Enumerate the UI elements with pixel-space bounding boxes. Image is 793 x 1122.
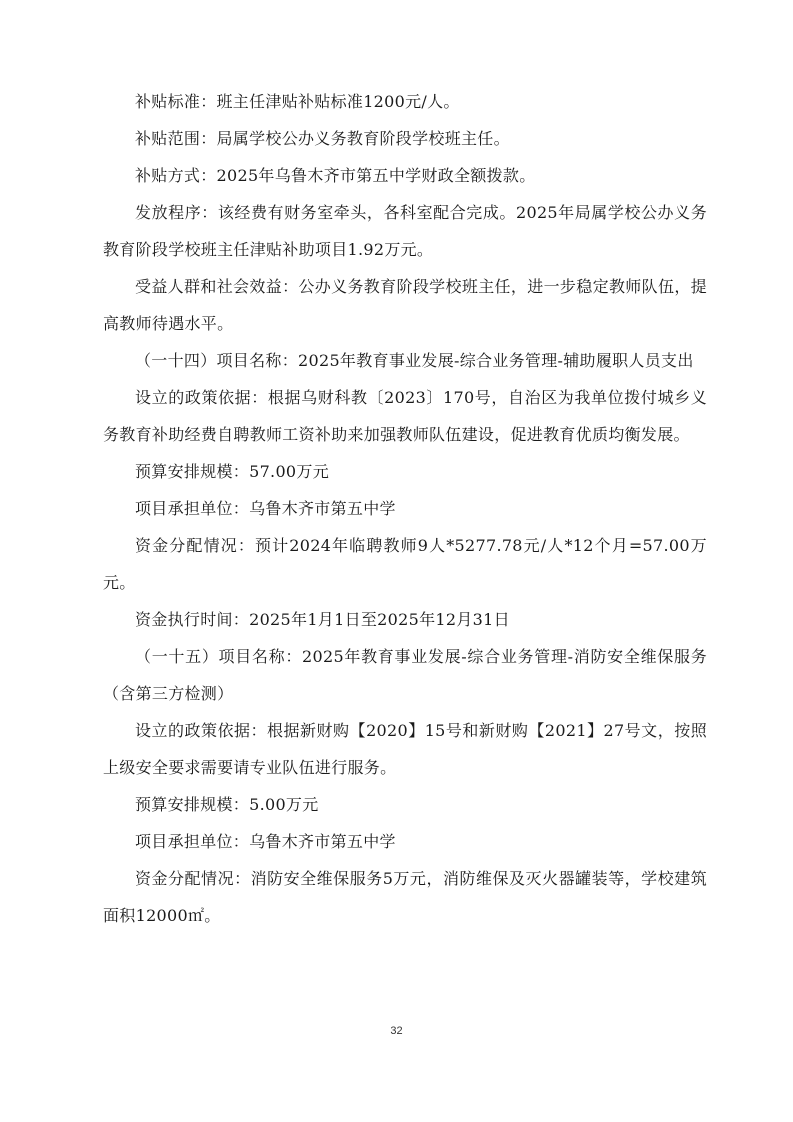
paragraph-budget-scale-15: 预算安排规模：5.00万元 [135, 795, 319, 814]
paragraph-policy-basis-15: 设立的政策依据：根据新财购【2020】15号和新财购【2021】27号文，按照上级安全要求需要请专业队伍进行服务。 [103, 721, 707, 777]
paragraph-budget-scale-14: 预算安排规模：57.00万元 [135, 462, 330, 481]
paragraph-undertaking-unit-15: 项目承担单位：乌鲁木齐市第五中学 [135, 832, 396, 851]
paragraph-fund-allocation-14: 资金分配情况：预计2024年临聘教师9人*5277.78元/人*12个月=57.00万元。 [103, 536, 707, 592]
paragraph-policy-basis-14: 设立的政策依据：根据乌财科教〔2023〕170号，自治区为我单位拨付城乡义务教育补助经费自聘教师工资补助来加强教师队伍建设，促进教育优质均衡发展。 [103, 388, 707, 444]
heading-project-15: （一十五）项目名称：2025年教育事业发展-综合业务管理-消防安全维保服务（含第三方检测） [103, 647, 707, 703]
paragraph-distribution-procedure: 发放程序：该经费有财务室牵头，各科室配合完成。2025年局属学校公办义务教育阶段学校班主任津贴补助项目1.92万元。 [103, 203, 707, 259]
paragraph-execution-time-14: 资金执行时间：2025年1月1日至2025年12月31日 [135, 610, 510, 629]
paragraph-subsidy-standard: 补贴标准：班主任津贴补贴标准1200元/人。 [135, 92, 460, 111]
heading-project-14: （一十四）项目名称：2025年教育事业发展-综合业务管理-辅助履职人员支出 [135, 351, 694, 370]
paragraph-undertaking-unit-14: 项目承担单位：乌鲁木齐市第五中学 [135, 499, 396, 518]
paragraph-subsidy-scope: 补贴范围：局属学校公办义务教育阶段学校班主任。 [135, 129, 510, 148]
page-number: 32 [390, 1025, 403, 1037]
paragraph-subsidy-method: 补贴方式：2025年乌鲁木齐市第五中学财政全额拨款。 [135, 166, 536, 185]
paragraph-fund-allocation-15: 资金分配情况：消防安全维保服务5万元，消防维保及灭火器罐装等，学校建筑面积12000㎡。 [103, 869, 707, 925]
page-body [103, 83, 707, 934]
paragraph-beneficiaries: 受益人群和社会效益：公办义务教育阶段学校班主任，进一步稳定教师队伍，提高教师待遇水平。 [103, 277, 707, 333]
